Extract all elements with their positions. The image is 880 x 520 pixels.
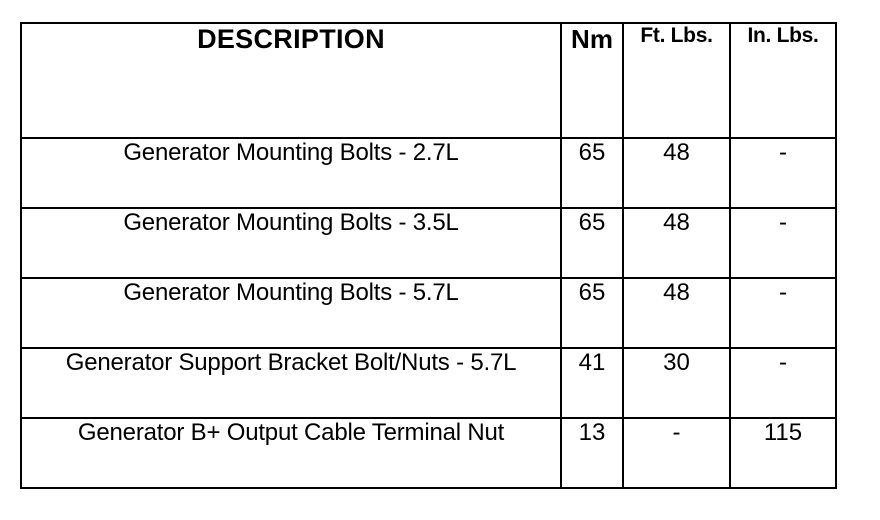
in-lbs-cell: 115 xyxy=(730,418,836,488)
in-lbs-cell: - xyxy=(730,348,836,418)
in-lbs-cell: - xyxy=(730,138,836,208)
in-lbs-cell: - xyxy=(730,278,836,348)
table-row xyxy=(21,418,836,488)
nm-cell: 65 xyxy=(561,208,623,278)
nm-cell: 41 xyxy=(561,348,623,418)
table-row xyxy=(21,278,836,348)
description-cell: Generator Mounting Bolts - 3.5L xyxy=(21,208,561,278)
nm-cell: 65 xyxy=(561,138,623,208)
nm-cell: 13 xyxy=(561,418,623,488)
table-row xyxy=(21,208,836,278)
header-row xyxy=(21,23,836,138)
header-in-lbs: In. Lbs. xyxy=(730,23,836,138)
header-ft-lbs: Ft. Lbs. xyxy=(623,23,730,138)
nm-cell: 65 xyxy=(561,278,623,348)
description-cell: Generator Mounting Bolts - 5.7L xyxy=(21,278,561,348)
torque-spec-table xyxy=(20,22,837,489)
description-cell: Generator Mounting Bolts - 2.7L xyxy=(21,138,561,208)
description-cell: Generator B+ Output Cable Terminal Nut xyxy=(21,418,561,488)
in-lbs-cell: - xyxy=(730,208,836,278)
ft-lbs-cell: 48 xyxy=(623,208,730,278)
table-row xyxy=(21,348,836,418)
header-nm: Nm xyxy=(561,23,623,138)
ft-lbs-cell: 30 xyxy=(623,348,730,418)
table-row xyxy=(21,138,836,208)
header-description: DESCRIPTION xyxy=(21,23,561,138)
description-cell: Generator Support Bracket Bolt/Nuts - 5.7L xyxy=(21,348,561,418)
ft-lbs-cell: 48 xyxy=(623,278,730,348)
ft-lbs-cell: - xyxy=(623,418,730,488)
ft-lbs-cell: 48 xyxy=(623,138,730,208)
